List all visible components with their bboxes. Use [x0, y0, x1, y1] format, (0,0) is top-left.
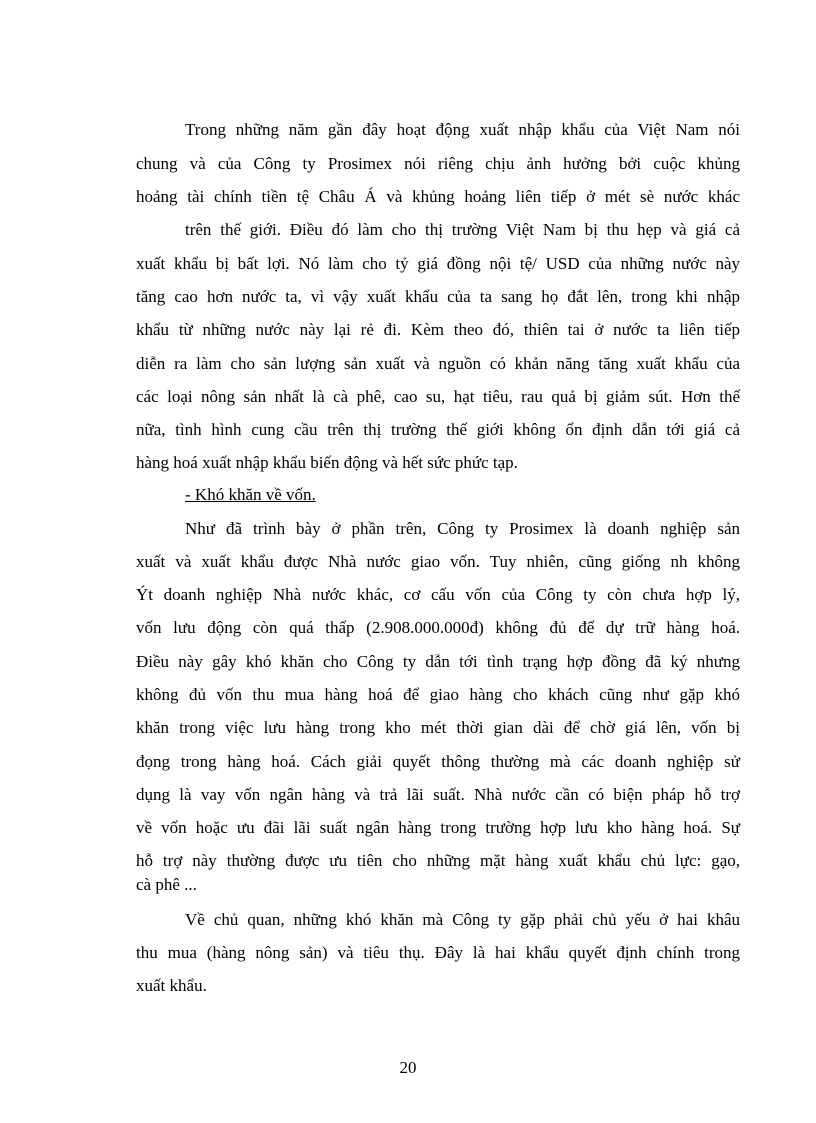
page-number: 20: [399, 1058, 417, 1077]
text-line: trên thế giới. Điều đó làm cho thị trường Việt Nam bị thu hẹp và giá cả: [185, 220, 740, 239]
text-line: thu mua (hàng nông sản) và tiêu thụ. Đây là hai khẩu quyết định chính trong: [136, 943, 740, 962]
text-line: tăng cao hơn nước ta, vì vậy xuất khẩu của ta sang họ đắt lên, trong khi nhập: [136, 287, 740, 306]
text-line: khăn trong việc lưu hàng trong kho mét thời gian dài để chờ giá lên, vốn bị: [136, 718, 740, 737]
text-line: hàng hoá xuất nhập khẩu biến động và hết sức phức tạp.: [136, 453, 518, 472]
text-line: Như đã trình bày ở phần trên, Công ty Prosimex là doanh nghiệp sản: [185, 519, 740, 538]
section-heading: - Khó khăn về vốn.: [185, 485, 316, 504]
text-line: hoảng tài chính tiền tệ Châu Á và khủng hoảng liên tiếp ở mét sè nước khác: [136, 187, 740, 206]
text-line: Ýt doanh nghiệp Nhà nước khác, cơ cấu vốn của Công ty còn chưa hợp lý,: [136, 585, 740, 604]
text-line: diễn ra làm cho sản lượng sản xuất và nguồn có khản năng tăng xuất khẩu của: [136, 354, 740, 373]
text-line: chung và của Công ty Prosimex nói riêng chịu ảnh hưởng bởi cuộc khủng: [136, 154, 740, 173]
text-line: nữa, tình hình cung cầu trên thị trường thế giới không ổn định dẫn tới giá cả: [136, 420, 740, 439]
text-line: xuất khẩu bị bất lợi. Nó làm cho tỷ giá đồng nội tệ/ USD của những nước này: [136, 254, 740, 273]
text-line: Điều này gây khó khăn cho Công ty dẫn tới tình trạng hợp đồng đã ký nhưng: [136, 652, 740, 671]
text-line: không đủ vốn thu mua hàng hoá để giao hàng cho khách cũng như gặp khó: [136, 685, 740, 704]
text-line: cà phê ...: [136, 875, 197, 894]
text-line: Về chủ quan, những khó khăn mà Công ty gặp phải chủ yếu ở hai khâu: [185, 910, 740, 929]
text-line: đọng trong hàng hoá. Cách giải quyết thông thường mà các doanh nghiệp sử: [136, 752, 740, 771]
text-line: xuất và xuất khẩu được Nhà nước giao vốn. Tuy nhiên, cũng giống nh không: [136, 552, 740, 571]
text-line: các loại nông sản nhất là cà phê, cao su, hạt tiêu, rau quả bị giảm sút. Hơn thế: [136, 387, 740, 406]
text-line: về vốn hoặc ưu đãi lãi suất ngân hàng trong trường hợp lưu kho hàng hoá. Sự: [136, 818, 740, 837]
text-line: hỗ trợ này thường được ưu tiên cho những mặt hàng xuất khẩu chủ lực: gạo,: [136, 851, 740, 870]
text-line: khẩu từ những nước này lại rẻ đi. Kèm theo đó, thiên tai ở nước ta liên tiếp: [136, 320, 740, 339]
text-line: xuất khẩu.: [136, 976, 207, 995]
text-line: Trong những năm gần đây hoạt động xuất nhập khẩu của Việt Nam nói: [185, 120, 740, 139]
text-line: vốn lưu động còn quá thấp (2.908.000.000đ) không đủ để dự trữ hàng hoá.: [136, 618, 740, 637]
text-line: dụng là vay vốn ngân hàng và trả lãi suất. Nhà nước cần có biện pháp hỗ trợ: [136, 785, 740, 804]
